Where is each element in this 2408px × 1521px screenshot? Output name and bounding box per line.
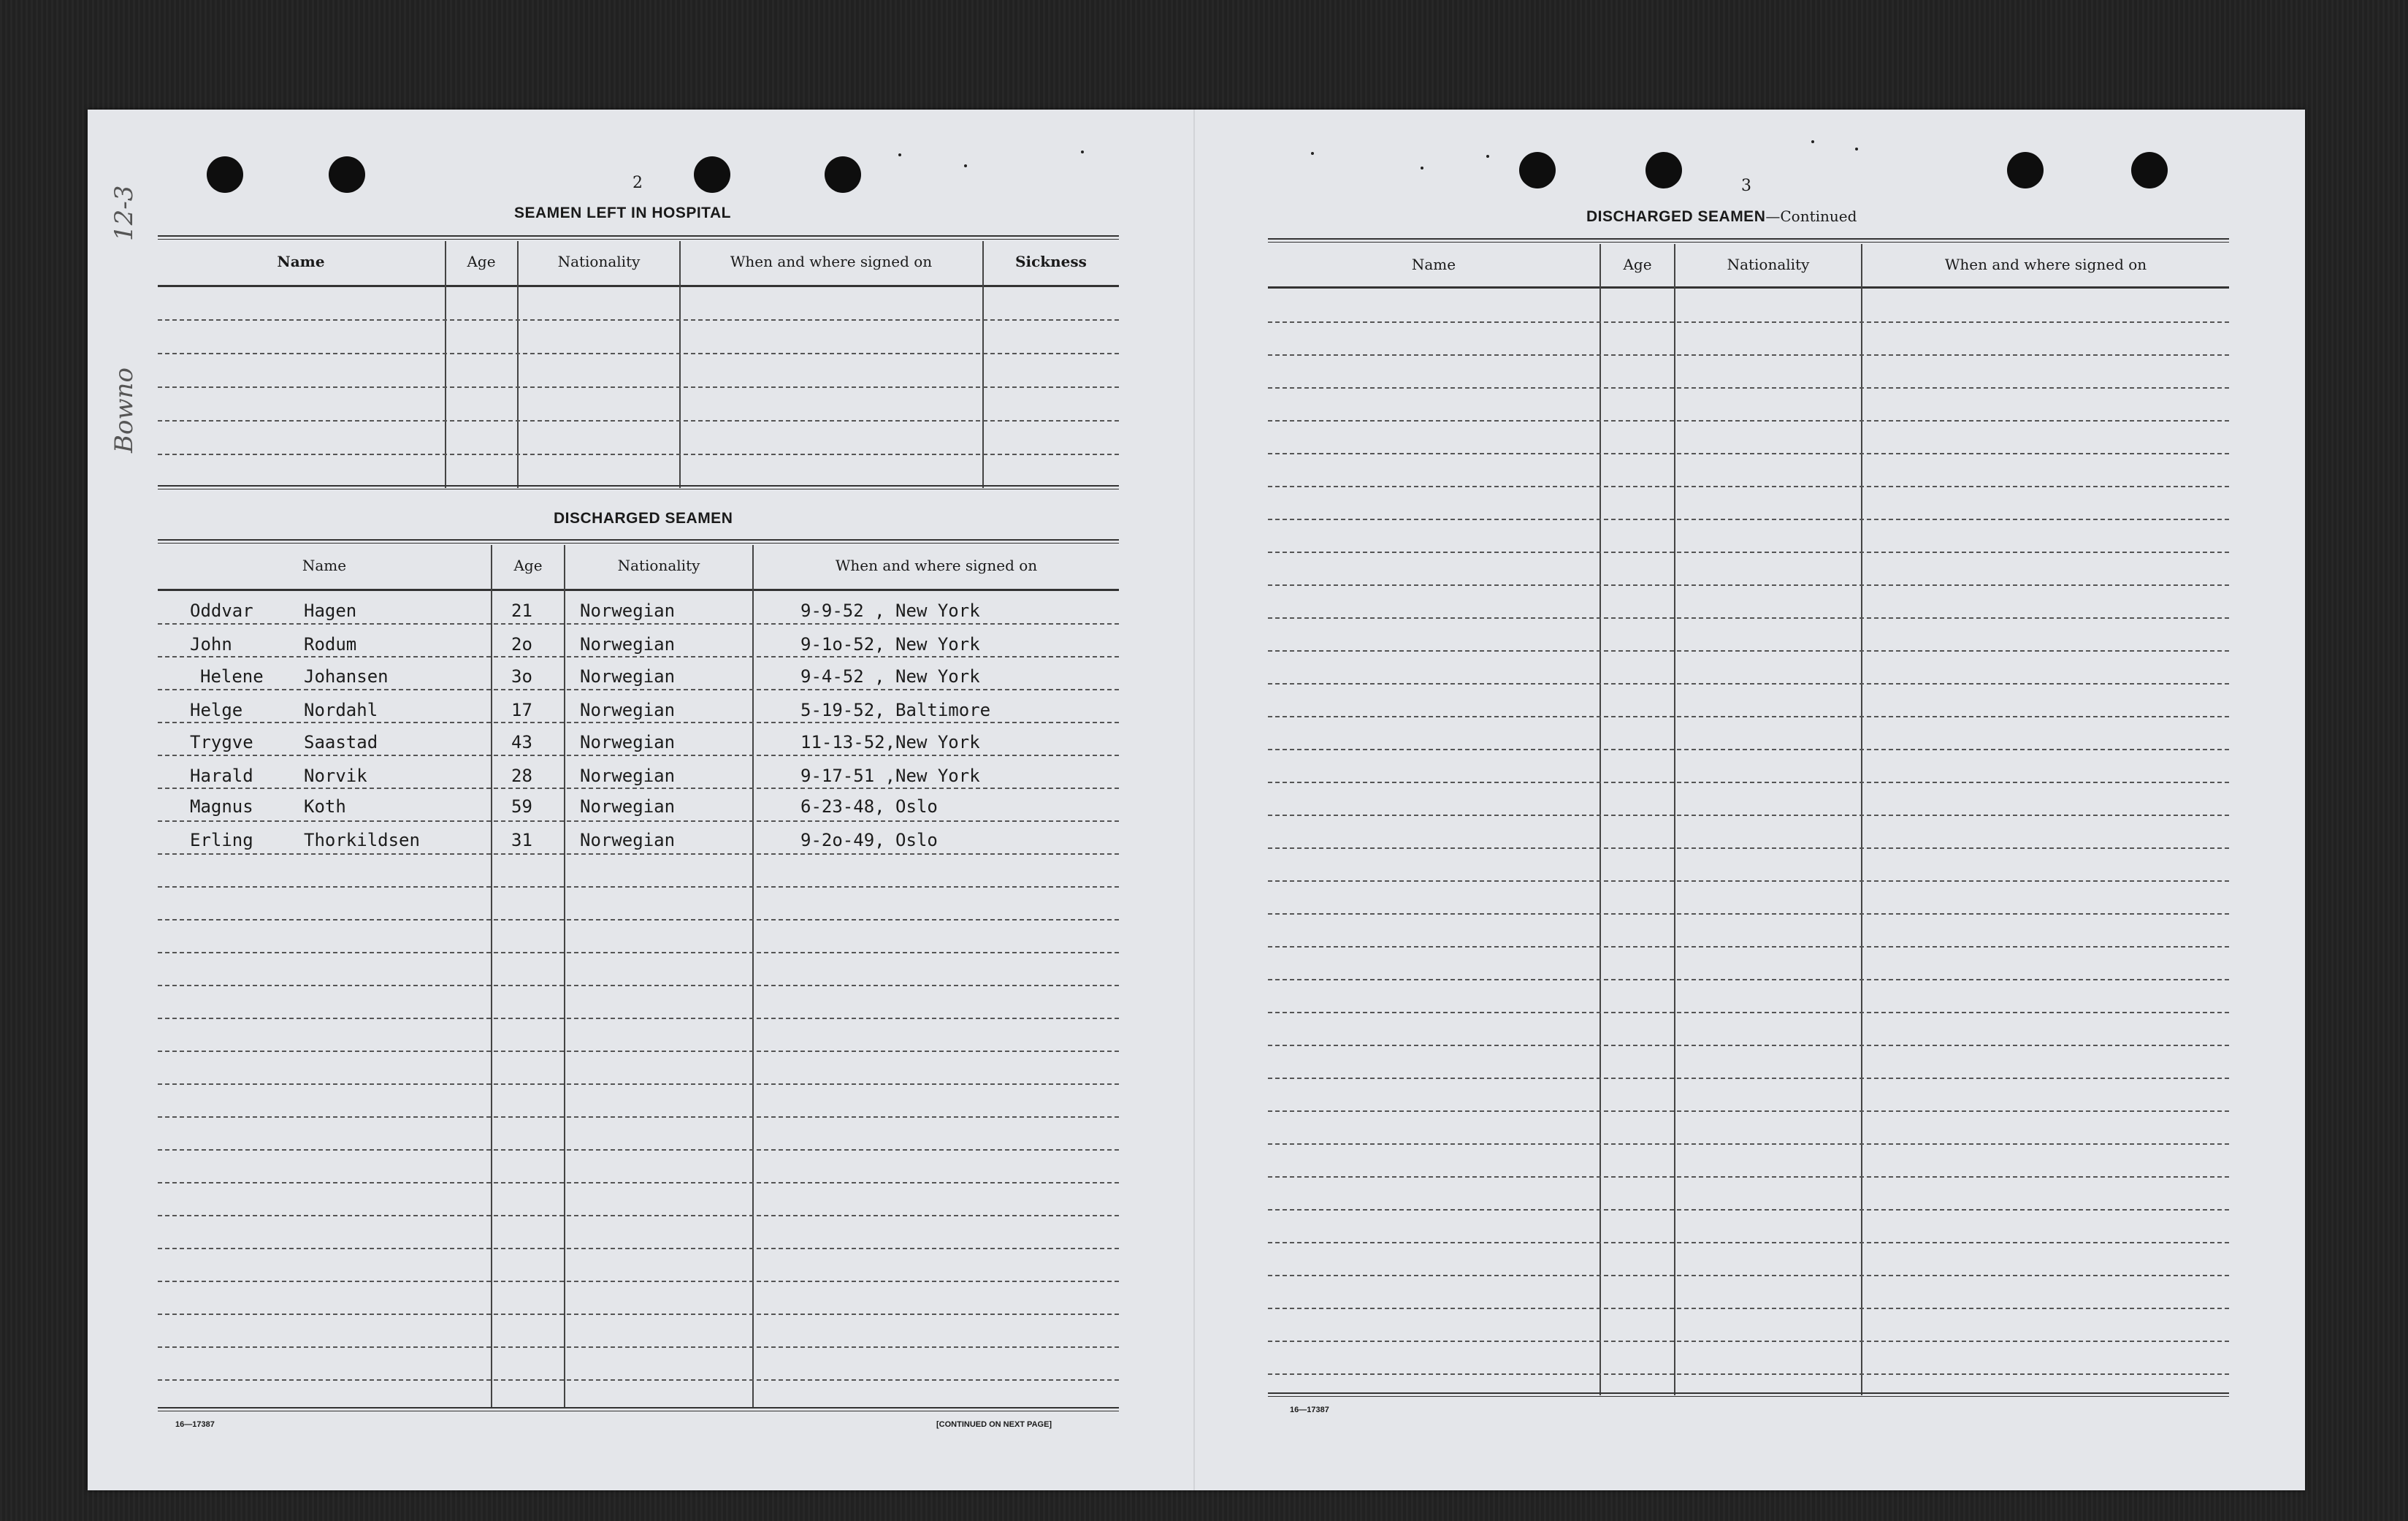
punch-hole	[207, 156, 243, 193]
speck	[1811, 140, 1814, 143]
header-rule	[158, 285, 1119, 287]
row-line	[158, 1215, 1119, 1216]
column-header-age: Age	[1623, 256, 1652, 273]
age: 3o	[511, 666, 532, 687]
row-line	[158, 1346, 1119, 1348]
speck	[1855, 148, 1858, 150]
column-header-name: Name	[1411, 256, 1456, 273]
row-line	[158, 919, 1119, 920]
row-line	[1268, 1045, 2229, 1046]
nationality: Norwegian	[580, 732, 676, 752]
last-name: Saastad	[304, 732, 378, 752]
column-divider	[445, 241, 446, 488]
row-line	[1268, 1242, 2229, 1243]
speck	[1081, 150, 1084, 153]
last-name: Norvik	[304, 766, 367, 786]
page-fold	[1193, 110, 1195, 1490]
row-line	[1268, 1110, 2229, 1112]
age: 2o	[511, 634, 532, 655]
row-line	[158, 1379, 1119, 1381]
column-divider	[982, 241, 984, 488]
row-line	[1268, 913, 2229, 915]
last-name: Hagen	[304, 601, 357, 621]
speck	[1311, 152, 1314, 155]
age: 31	[511, 830, 532, 850]
continued-note: [CONTINUED ON NEXT PAGE]	[936, 1420, 1052, 1429]
header-rule	[1268, 286, 2229, 289]
row-line	[158, 1051, 1119, 1052]
row-line	[1268, 1012, 2229, 1013]
row-line	[158, 722, 1119, 723]
last-name: Nordahl	[304, 700, 378, 720]
row-line	[158, 1182, 1119, 1183]
row-line	[158, 353, 1119, 354]
punch-hole	[2131, 152, 2168, 188]
signed-on: 9-1o-52, New York	[800, 634, 980, 655]
row-line	[158, 1281, 1119, 1282]
row-line	[158, 454, 1119, 455]
row-line	[158, 1149, 1119, 1151]
row-line	[158, 656, 1119, 657]
first-name: Trygve	[190, 732, 253, 752]
margin-note-top: 12-3	[110, 185, 139, 241]
row-line	[158, 820, 1119, 822]
nationality: Norwegian	[580, 830, 676, 850]
title-suffix: —Continued	[1765, 207, 1857, 225]
row-line	[1268, 486, 2229, 487]
speck	[1421, 167, 1423, 169]
row-line	[1268, 321, 2229, 323]
row-line	[1268, 584, 2229, 586]
speck	[1486, 155, 1489, 158]
last-name: Koth	[304, 796, 346, 817]
table-top-rule	[158, 539, 1119, 544]
row-line	[158, 319, 1119, 321]
first-name: Oddvar	[190, 601, 253, 621]
age: 43	[511, 732, 532, 752]
signed-on: 9-4-52 , New York	[800, 666, 980, 687]
nationality: Norwegian	[580, 666, 676, 687]
page-number: 2	[632, 174, 643, 192]
table-top-rule	[1268, 238, 2229, 243]
continued-section-title	[1586, 207, 1857, 226]
row-line	[1268, 650, 2229, 652]
first-name: Helene	[200, 666, 264, 687]
row-line	[1268, 979, 2229, 980]
signed-on: 11-13-52,New York	[800, 732, 980, 752]
row-line	[1268, 946, 2229, 948]
signed-on: 5-19-52, Baltimore	[800, 700, 991, 720]
column-header-sickness: Sickness	[1015, 253, 1087, 270]
discharged-section-title: DISCHARGED SEAMEN	[554, 510, 733, 527]
column-header-age: Age	[513, 557, 543, 574]
form-number: 16—17387	[175, 1420, 215, 1429]
punch-hole	[1519, 152, 1556, 188]
first-name: Magnus	[190, 796, 253, 817]
column-header-signed-on: When and where signed on	[730, 253, 933, 270]
last-name: Thorkildsen	[304, 830, 420, 850]
first-name: Helge	[190, 700, 243, 720]
nationality: Norwegian	[580, 634, 676, 655]
age: 59	[511, 796, 532, 817]
row-line	[1268, 1275, 2229, 1276]
form-number: 16—17387	[1290, 1406, 1329, 1414]
row-line	[1268, 880, 2229, 882]
row-line	[1268, 716, 2229, 717]
row-line	[158, 623, 1119, 625]
row-line	[1268, 453, 2229, 454]
column-header-name: Name	[302, 557, 347, 574]
row-line	[158, 886, 1119, 888]
table-bottom-rule	[158, 1407, 1119, 1411]
row-line	[1268, 1341, 2229, 1342]
first-name: John	[190, 634, 232, 655]
column-divider	[1861, 244, 1862, 1395]
first-name: Harald	[190, 766, 253, 786]
row-line	[1268, 1209, 2229, 1211]
nationality: Norwegian	[580, 601, 676, 621]
row-line	[1268, 552, 2229, 553]
row-line	[1268, 519, 2229, 520]
row-line	[158, 1083, 1119, 1085]
row-line	[1268, 387, 2229, 389]
column-divider	[564, 545, 565, 1408]
row-line	[1268, 683, 2229, 685]
table-bottom-rule	[1268, 1392, 2229, 1397]
column-header-nationality: Nationality	[557, 253, 641, 270]
column-divider	[1674, 244, 1675, 1395]
column-divider	[517, 241, 519, 488]
table-top-rule	[158, 235, 1119, 240]
punch-hole	[1646, 152, 1682, 188]
speck	[964, 164, 967, 167]
row-line	[1268, 1143, 2229, 1145]
page-number: 3	[1741, 177, 1751, 195]
column-header-signed-on: When and where signed on	[835, 557, 1038, 574]
column-header-nationality: Nationality	[1727, 256, 1810, 273]
row-line	[158, 788, 1119, 789]
row-line	[158, 386, 1119, 388]
nationality: Norwegian	[580, 700, 676, 720]
speck	[898, 153, 901, 156]
column-divider	[1599, 244, 1601, 1395]
row-line	[158, 853, 1119, 855]
row-line	[1268, 1176, 2229, 1178]
column-divider	[752, 545, 754, 1408]
last-name: Johansen	[304, 666, 389, 687]
row-line	[158, 1116, 1119, 1118]
row-line	[158, 1314, 1119, 1315]
row-line	[1268, 354, 2229, 356]
margin-note-side: Bowno	[110, 367, 139, 453]
row-line	[1268, 1373, 2229, 1375]
first-name: Erling	[190, 830, 253, 850]
row-line	[1268, 1078, 2229, 1079]
row-line	[158, 755, 1119, 756]
last-name: Rodum	[304, 634, 357, 655]
signed-on: 9-9-52 , New York	[800, 601, 980, 621]
punch-hole	[825, 156, 861, 193]
hospital-section-title: SEAMEN LEFT IN HOSPITAL	[514, 205, 731, 221]
title-text: DISCHARGED SEAMEN	[1586, 208, 1766, 225]
document-sheet	[88, 110, 2305, 1490]
column-divider	[679, 241, 681, 488]
column-header-nationality: Nationality	[617, 557, 700, 574]
row-line	[1268, 782, 2229, 783]
row-line	[158, 1018, 1119, 1019]
row-line	[1268, 420, 2229, 422]
row-line	[158, 985, 1119, 986]
signed-on: 9-17-51 ,New York	[800, 766, 980, 786]
column-divider	[491, 545, 492, 1408]
row-line	[158, 689, 1119, 690]
column-header-name: Name	[277, 253, 325, 270]
signed-on: 6-23-48, Oslo	[800, 796, 938, 817]
signed-on: 9-2o-49, Oslo	[800, 830, 938, 850]
table-bottom-rule	[158, 485, 1119, 489]
age: 17	[511, 700, 532, 720]
row-line	[158, 952, 1119, 953]
punch-hole	[329, 156, 365, 193]
nationality: Norwegian	[580, 766, 676, 786]
punch-hole	[694, 156, 730, 193]
row-line	[1268, 847, 2229, 849]
row-line	[1268, 749, 2229, 750]
punch-hole	[2007, 152, 2044, 188]
age: 28	[511, 766, 532, 786]
age: 21	[511, 601, 532, 621]
column-header-signed-on: When and where signed on	[1944, 256, 2147, 273]
row-line	[158, 420, 1119, 422]
column-header-age: Age	[467, 253, 496, 270]
nationality: Norwegian	[580, 796, 676, 817]
header-rule	[158, 589, 1119, 591]
row-line	[1268, 1308, 2229, 1309]
row-line	[1268, 815, 2229, 816]
row-line	[1268, 617, 2229, 619]
row-line	[158, 1248, 1119, 1249]
